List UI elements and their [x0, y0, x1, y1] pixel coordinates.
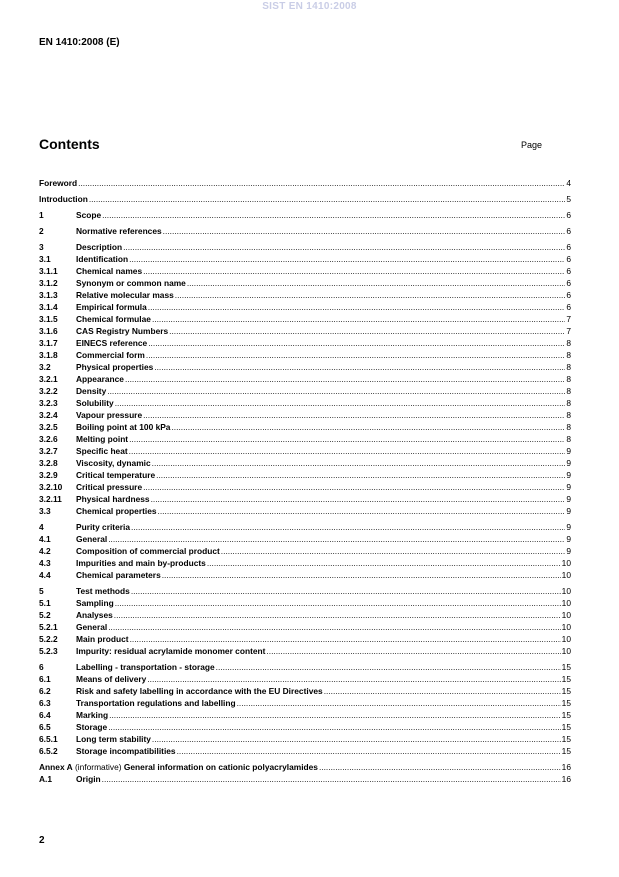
toc-entry[interactable] [39, 325, 571, 337]
toc-entry-number: 3.1.1 [39, 266, 58, 276]
toc-entry-number: 6.4 [39, 710, 51, 720]
dot-leader [102, 773, 561, 785]
toc-entry-number: 3.2.4 [39, 410, 58, 420]
dot-leader [147, 673, 560, 685]
toc-entry-page: 10 [561, 598, 571, 608]
dot-leader [129, 433, 565, 445]
toc-entry-page: 15 [561, 722, 571, 732]
dot-leader [115, 397, 566, 409]
toc-entry-number: 3.2.9 [39, 470, 58, 480]
toc-entry-number: 6 [39, 662, 44, 672]
toc-entry-number: 4 [39, 522, 44, 532]
toc-entry-number: 3.2.10 [39, 482, 63, 492]
toc-entry-page: 15 [561, 662, 571, 672]
dot-leader [154, 361, 565, 373]
toc-entry[interactable] [39, 253, 571, 265]
toc-entry-title: Sampling [76, 598, 114, 608]
toc-entry-page: 8 [566, 422, 571, 432]
toc-entry-number: 5.2.2 [39, 634, 58, 644]
document-id: EN 1410:2008 (E) [39, 37, 120, 48]
toc-entry-page: 9 [566, 522, 571, 532]
page-number: 2 [39, 835, 45, 846]
toc-entry-title: General [76, 622, 108, 632]
toc-entry-number: 3.2.6 [39, 434, 58, 444]
toc-entry-page: 6 [566, 210, 571, 220]
toc-entry-page: 9 [566, 546, 571, 556]
toc-entry[interactable] [39, 721, 571, 733]
toc-entry-number: 3.1.4 [39, 302, 58, 312]
toc-entry-page: 8 [566, 398, 571, 408]
toc-entry-title: Risk and safety labelling in accordance with the EU Directives [76, 686, 323, 696]
toc-entry[interactable] [39, 685, 571, 697]
toc-entry[interactable] [39, 361, 571, 373]
toc-entry-title: Solubility [76, 398, 114, 408]
toc-entry[interactable] [39, 493, 571, 505]
toc-entry[interactable] [39, 445, 571, 457]
toc-entry-page: 10 [561, 558, 571, 568]
toc-entry[interactable] [39, 209, 571, 221]
dot-leader [146, 349, 565, 361]
toc-entry-title: Composition of commercial product [76, 546, 220, 556]
toc-entry-number: 3.1 [39, 254, 51, 264]
toc-entry-number: 5.2 [39, 610, 51, 620]
dot-leader [108, 621, 560, 633]
toc-entry[interactable] [39, 609, 571, 621]
toc-entry[interactable] [39, 349, 571, 361]
toc-entry-page: 15 [561, 710, 571, 720]
toc-entry[interactable] [39, 373, 571, 385]
dot-leader [115, 597, 561, 609]
dot-leader [148, 337, 565, 349]
toc-entry-page: 15 [561, 734, 571, 744]
toc-entry[interactable] [39, 177, 571, 189]
toc-entry-title: Storage incompatibilities [76, 746, 176, 756]
dot-leader [143, 409, 565, 421]
toc-entry-title: Viscosity, dynamic [76, 458, 151, 468]
toc-entry-title: Empirical formula [76, 302, 147, 312]
toc-entry-page: 9 [566, 470, 571, 480]
toc-entry-number: 6.5.1 [39, 734, 58, 744]
toc-entry-title: Origin [76, 774, 101, 784]
toc-entry-page: 6 [566, 266, 571, 276]
toc-entry-number: 4.3 [39, 558, 51, 568]
toc-entry-number: 1 [39, 210, 44, 220]
toc-entry-page: 10 [561, 610, 571, 620]
toc-entry-title: Melting point [76, 434, 129, 444]
toc-entry-page: 8 [566, 386, 571, 396]
toc-entry-title: Main product [76, 634, 129, 644]
toc-entry-number: 3.1.8 [39, 350, 58, 360]
dot-leader [125, 373, 565, 385]
toc-entry-page: 10 [561, 586, 571, 596]
toc-entry-title: Storage [76, 722, 108, 732]
toc-entry-page: 6 [566, 242, 571, 252]
toc-entry-number: 2 [39, 226, 44, 236]
toc-entry-title: Scope [76, 210, 102, 220]
toc-entry-number: 3.1.7 [39, 338, 58, 348]
toc-entry-title: Normative references [76, 226, 162, 236]
toc-entry-page: 5 [566, 194, 571, 204]
dot-leader [177, 745, 561, 757]
toc-entry-page: 6 [566, 302, 571, 312]
toc-entry-number: 3.1.3 [39, 290, 58, 300]
toc-entry-title: Labelling - transportation - storage [76, 662, 215, 672]
toc-entry[interactable] [39, 277, 571, 289]
toc-entry[interactable] [39, 621, 571, 633]
dot-leader [129, 445, 566, 457]
toc-entry[interactable] [39, 337, 571, 349]
toc-entry-title: Marking [76, 710, 109, 720]
toc-entry-page: 9 [566, 506, 571, 516]
toc-entry-title: EINECS reference [76, 338, 148, 348]
toc-entry-title: Synonym or common name [76, 278, 186, 288]
toc-entry-title: Analyses [76, 610, 113, 620]
dot-leader [319, 761, 561, 773]
annex-qualifier: (informative) [72, 762, 122, 772]
toc-entry-page: 8 [566, 362, 571, 372]
toc-entry-page: 6 [566, 278, 571, 288]
dot-leader [169, 325, 565, 337]
toc-entry-title: Long term stability [76, 734, 151, 744]
toc-entry-page: 10 [561, 634, 571, 644]
toc-entry[interactable] [39, 241, 571, 253]
toc-entry-title: Foreword [39, 178, 78, 188]
toc-entry[interactable] [39, 409, 571, 421]
toc-entry[interactable] [39, 697, 571, 709]
toc-entry-page: 9 [566, 458, 571, 468]
toc-entry-page: 7 [566, 326, 571, 336]
dot-leader [130, 633, 561, 645]
dot-leader [151, 493, 566, 505]
dot-leader [109, 709, 561, 721]
toc-entry[interactable] [39, 545, 571, 557]
toc-entry-number: 6.3 [39, 698, 51, 708]
toc-entry[interactable] [39, 397, 571, 409]
dot-leader [143, 481, 565, 493]
toc-entry-number: 3.3 [39, 506, 51, 516]
toc-entry-number: 6.5 [39, 722, 51, 732]
toc-entry-number: 3.2.11 [39, 494, 62, 504]
toc-entry[interactable] [39, 557, 571, 569]
toc-entry-page: 8 [566, 350, 571, 360]
toc-entry-number: 3.2.7 [39, 446, 58, 456]
toc-entry[interactable] [39, 289, 571, 301]
toc-entry-title: Description [76, 242, 123, 252]
toc-entry-title: Physical properties [76, 362, 154, 372]
annex-label: Annex A [39, 762, 73, 772]
toc-entry-title: Commercial form [76, 350, 145, 360]
toc-entry[interactable] [39, 481, 571, 493]
toc-entry-number: 6.5.2 [39, 746, 58, 756]
dot-leader [152, 313, 565, 325]
toc-entry-number: 5.2.3 [39, 646, 58, 656]
dot-leader [171, 421, 565, 433]
dot-leader [143, 265, 565, 277]
toc-entry-page: 15 [561, 674, 571, 684]
toc-entry-title: Specific heat [76, 446, 128, 456]
toc-entry-page: 8 [566, 434, 571, 444]
toc-entry-page: 9 [566, 534, 571, 544]
toc-entry[interactable] [39, 745, 571, 757]
toc-entry-number: 5.2.1 [39, 622, 58, 632]
toc-entry-number: 3.2.3 [39, 398, 58, 408]
toc-entry-title: Introduction [39, 194, 88, 204]
toc-entry-page: 7 [566, 314, 571, 324]
dot-leader [175, 289, 566, 301]
toc-entry-page: 15 [561, 686, 571, 696]
dot-leader [102, 209, 565, 221]
dot-leader [152, 457, 566, 469]
toc-entry-title: Impurities and main by-products [76, 558, 206, 568]
toc-entry-page: 15 [561, 698, 571, 708]
toc-entry[interactable] [39, 521, 571, 533]
toc-entry[interactable] [39, 469, 571, 481]
dot-leader [148, 301, 566, 313]
dot-leader [152, 733, 561, 745]
toc-entry-page: 8 [566, 338, 571, 348]
dot-leader [207, 557, 561, 569]
toc-entry-number: 3 [39, 242, 44, 252]
toc-entry-number: 3.2.2 [39, 386, 58, 396]
dot-leader [266, 645, 560, 657]
dot-leader [216, 661, 561, 673]
dot-leader [324, 685, 561, 697]
dot-leader [107, 385, 565, 397]
toc-entry-page: 6 [566, 290, 571, 300]
toc-entry-page: 8 [566, 374, 571, 384]
dot-leader [163, 225, 566, 237]
toc-entry-number: 3.1.5 [39, 314, 58, 324]
dot-leader [89, 193, 565, 205]
dot-leader [237, 697, 561, 709]
toc-entry-title: Critical pressure [76, 482, 143, 492]
toc-entry[interactable] [39, 709, 571, 721]
dot-leader [114, 609, 561, 621]
toc-entry-title: CAS Registry Numbers [76, 326, 169, 336]
toc-entry-title: Identification [76, 254, 129, 264]
toc-entry-title [39, 761, 318, 773]
toc-entry-title: Chemical names [76, 266, 143, 276]
toc-entry[interactable] [39, 569, 571, 581]
toc-entry[interactable] [39, 313, 571, 325]
dot-leader [158, 505, 566, 517]
toc-entry[interactable] [39, 661, 571, 673]
toc-entry-number: 4.4 [39, 570, 51, 580]
dot-leader [156, 469, 565, 481]
toc-entry-title: Boiling point at 100 kPa [76, 422, 171, 432]
page-column-label: Page [521, 140, 543, 150]
toc-entry-title: Impurity: residual acrylamide monomer content [76, 646, 266, 656]
dot-leader [78, 177, 565, 189]
dot-leader [187, 277, 566, 289]
toc-entry[interactable] [39, 457, 571, 469]
toc-entry-a1[interactable] [39, 773, 571, 785]
toc-entry[interactable] [39, 585, 571, 597]
contents-heading: Contents [39, 136, 100, 152]
toc-entry-title: Critical temperature [76, 470, 156, 480]
toc-entry[interactable] [39, 421, 571, 433]
dot-leader [221, 545, 566, 557]
toc-entry-page: 16 [561, 774, 571, 784]
toc-entry-page: 16 [561, 762, 571, 772]
toc-entry-number: 6.1 [39, 674, 51, 684]
toc-entry-page: 15 [561, 746, 571, 756]
toc-entry[interactable] [39, 385, 571, 397]
dot-leader [131, 521, 565, 533]
toc-entry-number: 3.2.8 [39, 458, 58, 468]
toc-entry-title: Vapour pressure [76, 410, 143, 420]
toc-entry[interactable] [39, 433, 571, 445]
toc-entry[interactable] [39, 673, 571, 685]
toc-entry-page: 4 [566, 178, 571, 188]
dot-leader [123, 241, 565, 253]
toc-entry[interactable] [39, 265, 571, 277]
dot-leader [108, 533, 565, 545]
toc-entry-page: 9 [566, 482, 571, 492]
toc-entry-title: Chemical formulae [76, 314, 151, 324]
toc-entry-number: 5.1 [39, 598, 51, 608]
dot-leader [129, 253, 565, 265]
toc-entry-title: Density [76, 386, 107, 396]
toc-entry-title: Purity criteria [76, 522, 130, 532]
toc-entry-title: Physical hardness [76, 494, 150, 504]
toc-entry-page: 10 [561, 622, 571, 632]
toc-entry-page: 9 [566, 494, 571, 504]
toc-entry-number: 3.2.1 [39, 374, 58, 384]
dot-leader [162, 569, 561, 581]
toc-entry[interactable] [39, 533, 571, 545]
toc-entry-number: 5 [39, 586, 44, 596]
table-of-contents [39, 177, 571, 785]
toc-entry[interactable] [39, 733, 571, 745]
toc-entry-title: Relative molecular mass [76, 290, 174, 300]
toc-entry-number: 6.2 [39, 686, 51, 696]
dot-leader [108, 721, 560, 733]
toc-entry-number: 4.1 [39, 534, 51, 544]
toc-entry-number: A.1 [39, 774, 53, 784]
toc-entry-title: General [76, 534, 108, 544]
toc-entry-title: Chemical parameters [76, 570, 161, 580]
toc-entry-title: Transportation regulations and labelling [76, 698, 236, 708]
toc-entry-page: 9 [566, 446, 571, 456]
toc-entry[interactable] [39, 645, 571, 657]
toc-entry[interactable] [39, 193, 571, 205]
toc-entry-title: Test methods [76, 586, 130, 596]
toc-entry[interactable] [39, 225, 571, 237]
toc-entry-page: 10 [561, 570, 571, 580]
toc-entry-page: 6 [566, 254, 571, 264]
toc-entry[interactable] [39, 301, 571, 313]
toc-entry-number: 3.1.2 [39, 278, 58, 288]
toc-entry-number: 4.2 [39, 546, 51, 556]
toc-entry-page: 6 [566, 226, 571, 236]
toc-entry[interactable] [39, 505, 571, 517]
toc-entry[interactable] [39, 597, 571, 609]
toc-entry-number: 3.2 [39, 362, 51, 372]
toc-entry-title: Chemical properties [76, 506, 157, 516]
toc-entry-annex-a[interactable] [39, 761, 571, 773]
toc-entry-title: Means of delivery [76, 674, 147, 684]
toc-entry-title: Appearance [76, 374, 124, 384]
watermark: SIST EN 1410:2008 [262, 1, 357, 12]
toc-entry-page: 10 [561, 646, 571, 656]
toc-entry-number: 3.2.5 [39, 422, 58, 432]
dot-leader [131, 585, 561, 597]
toc-entry[interactable] [39, 633, 571, 645]
toc-entry-number: 3.1.6 [39, 326, 58, 336]
toc-entry-page: 8 [566, 410, 571, 420]
annex-title: General information on cationic polyacrylamides [121, 762, 318, 772]
